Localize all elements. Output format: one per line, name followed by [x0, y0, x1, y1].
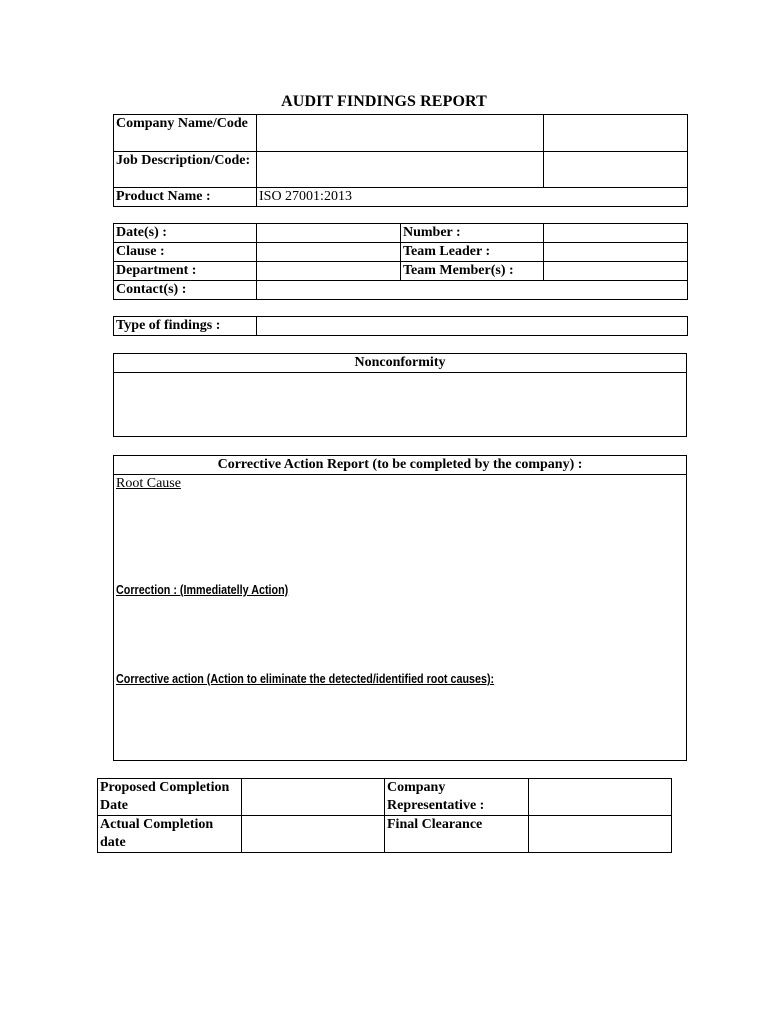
- nonconformity-field[interactable]: [114, 373, 686, 436]
- clause-row: [114, 243, 688, 262]
- product-row: [114, 188, 688, 207]
- corrective-action-report-box: [113, 455, 687, 761]
- number-label: Number :: [401, 224, 544, 243]
- contacts-row: [114, 281, 688, 300]
- proposed-completion-field[interactable]: [242, 779, 385, 816]
- final-clearance-label: Final Clearance: [385, 816, 529, 853]
- actual-completion-label: Actual Completion date: [98, 816, 242, 853]
- company-info-table: [113, 114, 688, 207]
- findings-type-table: [113, 316, 688, 336]
- findings-type-field[interactable]: [257, 317, 688, 336]
- team-leader-field[interactable]: [544, 243, 688, 262]
- company-representative-field[interactable]: [529, 779, 672, 816]
- nonconformity-heading: Nonconformity: [114, 354, 686, 373]
- actual-row: [98, 816, 672, 853]
- date-row: [114, 224, 688, 243]
- company-row: [114, 115, 688, 152]
- department-field[interactable]: [257, 262, 401, 281]
- company-name-field[interactable]: [257, 115, 544, 152]
- completion-table: [97, 778, 672, 853]
- team-members-label: Team Member(s) :: [401, 262, 544, 281]
- proposed-completion-label: Proposed Completion Date: [98, 779, 242, 816]
- findings-type-label: Type of findings :: [114, 317, 257, 336]
- job-row: [114, 152, 688, 188]
- department-row: [114, 262, 688, 281]
- team-leader-label: Team Leader :: [401, 243, 544, 262]
- date-label: Date(s) :: [114, 224, 257, 243]
- corrective-action-label: Corrective action (Action to eliminate the detected/identified root causes):: [116, 672, 495, 686]
- company-representative-label: Company Representative :: [385, 779, 529, 816]
- team-members-field[interactable]: [544, 262, 688, 281]
- job-description-field[interactable]: [257, 152, 544, 188]
- job-description-extra-field[interactable]: [544, 152, 688, 188]
- contacts-label: Contact(s) :: [114, 281, 257, 300]
- company-name-label: Company Name/Code: [114, 115, 257, 152]
- number-field[interactable]: [544, 224, 688, 243]
- final-clearance-field[interactable]: [529, 816, 672, 853]
- job-description-label: Job Description/Code:: [114, 152, 257, 188]
- root-cause-label: Root Cause: [116, 476, 181, 491]
- report-title: AUDIT FINDINGS REPORT: [281, 93, 487, 110]
- actual-completion-field[interactable]: [242, 816, 385, 853]
- findings-row: [114, 317, 688, 336]
- corrective-report-heading: Corrective Action Report (to be completed by the company) :: [114, 456, 686, 475]
- department-label: Department :: [114, 262, 257, 281]
- nonconformity-box: [113, 353, 687, 437]
- audit-details-table: [113, 223, 688, 300]
- correction-label: Correction : (Immediatelly Action): [116, 583, 289, 597]
- product-name-label: Product Name :: [114, 188, 257, 207]
- date-field[interactable]: [257, 224, 401, 243]
- company-name-extra-field[interactable]: [544, 115, 688, 152]
- clause-label: Clause :: [114, 243, 257, 262]
- clause-field[interactable]: [257, 243, 401, 262]
- product-name-field[interactable]: ISO 27001:2013: [257, 188, 688, 207]
- proposed-row: [98, 779, 672, 816]
- contacts-field[interactable]: [257, 281, 688, 300]
